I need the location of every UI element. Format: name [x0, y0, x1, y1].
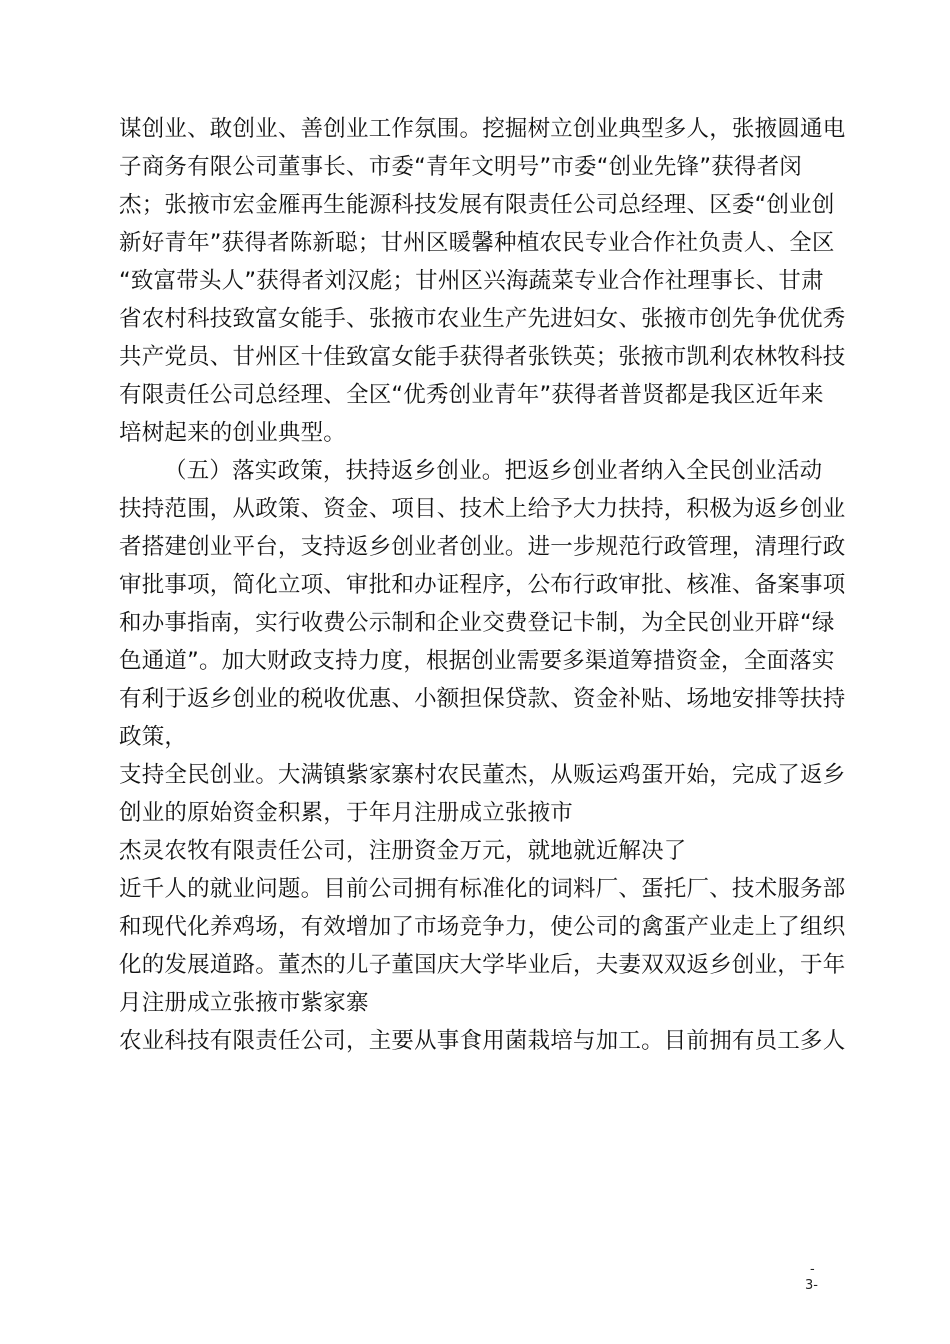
text-line: 共产党员、甘州区十佳致富女能手获得者张铁英；张掖市凯利农林牧科技 [119, 344, 846, 370]
text-line: 省农村科技致富女能手、张掖市农业生产先进妇女、张掖市创先争优优秀 [119, 306, 846, 332]
text-line: 子商务有限公司董事长、市委“青年文明号”市委“创业先锋”获得者闵 [119, 154, 803, 180]
text-line: 谋创业、敢创业、善创业工作氛围。挖掘树立创业典型多人，张掖圆通电 [119, 116, 846, 142]
text-line: 创业的原始资金积累，于年月注册成立张掖市 [119, 800, 574, 826]
text-line: “致富带头人”获得者刘汉彪；甘州区兴海蔬菜专业合作社理事长、甘肃 [119, 268, 824, 294]
page-number: 3- [805, 1278, 818, 1293]
text-line: 培树起来的创业典型。 [119, 420, 347, 446]
paragraph-start-line: （五）落实政策，扶持返乡创业。把返乡创业者纳入全民创业活动 [164, 458, 823, 484]
text-line: 杰灵农牧有限责任公司，注册资金万元，就地就近解决了 [119, 838, 687, 864]
text-line: 新好青年”获得者陈新聪；甘州区暖馨种植农民专业合作社负责人、全区 [119, 230, 835, 256]
text-line: 和办事指南，实行收费公示制和企业交费登记卡制，为全民创业开辟“绿 [119, 610, 835, 636]
text-line: 近千人的就业问题。目前公司拥有标准化的词料厂、蛋托厂、技术服务部 [119, 876, 846, 902]
text-line: 化的发展道路。董杰的儿子董国庆大学毕业后，夫妻双双返乡创业，于年 [119, 952, 846, 978]
text-line: 月注册成立张掖市紫家寨 [119, 990, 369, 1016]
text-line: 者搭建创业平台，支持返乡创业者创业。进一步规范行政管理，清理行政 [119, 534, 846, 560]
text-line: 杰；张掖市宏金雁再生能源科技发展有限责任公司总经理、区委“创业创 [119, 192, 835, 218]
text-line: 支持全民创业。大满镇紫家寨村农民董杰，从贩运鸡蛋开始，完成了返乡 [119, 762, 846, 788]
text-line: 扶持范围，从政策、资金、项目、技术上给予大力扶持，积极为返乡创业 [119, 496, 846, 522]
text-line: 审批事项，简化立项、审批和办证程序，公布行政审批、核准、备案事项 [119, 572, 846, 598]
text-line: 农业科技有限责任公司，主要从事食用菌栽培与加工。目前拥有员工多人 [119, 1028, 846, 1054]
text-line: 有利于返乡创业的税收优惠、小额担保贷款、资金补贴、场地安排等扶持 [119, 686, 846, 712]
text-line: 政策， [119, 724, 188, 750]
text-line: 有限责任公司总经理、全区“优秀创业青年”获得者普贤都是我区近年来 [119, 382, 824, 408]
text-line: 和现代化养鸡场，有效增加了市场竞争力，使公司的禽蛋产业走上了组织 [119, 914, 846, 940]
page-number-dash: - [810, 1262, 815, 1277]
text-line: 色通道”。加大财政支持力度，根据创业需要多渠道筹措资金，全面落实 [119, 648, 835, 674]
